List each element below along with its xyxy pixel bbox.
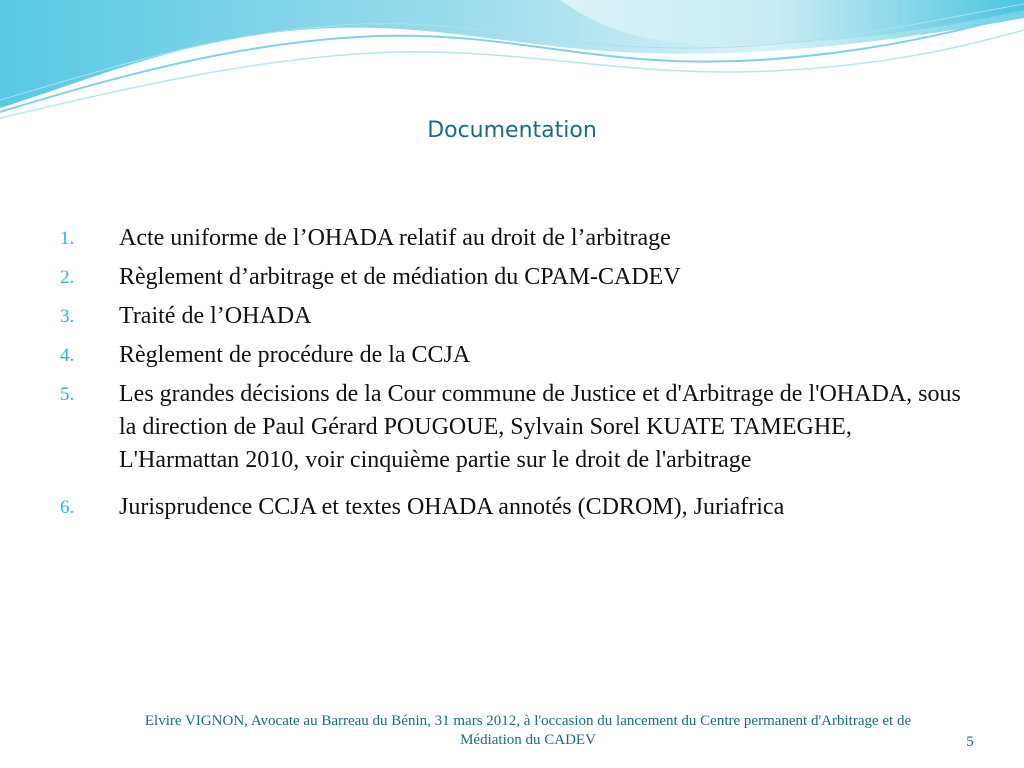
- list-number: 1.: [60, 228, 75, 249]
- list-number: 6.: [60, 497, 75, 518]
- list-item-text: Les grandes décisions de la Cour commune de Justice et d'Arbitrage de l'OHADA, sous la direction de Paul Gérard POUGOUE, Sylvain Sorel KUATE TAMEGHE, L'Harmattan 2010, voir cinquième partie sur le droit de l'arbitrage: [119, 381, 961, 473]
- list-item: [60, 222, 970, 255]
- list-item: [60, 300, 970, 333]
- decorative-wave-header: [0, 0, 1024, 120]
- list-item-text: Acte uniforme de l’OHADA relatif au droit de l’arbitrage: [119, 225, 671, 251]
- page-number: 5: [966, 734, 974, 750]
- list-item-text: Traité de l’OHADA: [119, 303, 312, 329]
- list-number: 4.: [60, 345, 75, 366]
- list-number: 2.: [60, 267, 75, 288]
- list-number: 3.: [60, 306, 75, 327]
- list-item: [60, 378, 970, 477]
- slide-title: Documentation: [427, 118, 597, 143]
- list-item: [60, 261, 970, 294]
- list-item: [60, 339, 970, 372]
- list-item-text: Règlement d’arbitrage et de médiation du CPAM-CADEV: [119, 264, 681, 290]
- list-number: 5.: [60, 384, 75, 405]
- slide-footer: Elvire VIGNON, Avocate au Barreau du Bénin, 31 mars 2012, à l'occasion du lancement du Centre permanent d'Arbitrage et de Médiation du CADEV: [144, 713, 912, 748]
- documentation-list: [60, 222, 970, 530]
- list-item-text: Jurisprudence CCJA et textes OHADA annotés (CDROM), Juriafrica: [119, 494, 785, 520]
- list-item-text: Règlement de procédure de la CCJA: [119, 342, 471, 368]
- list-item: [60, 491, 970, 524]
